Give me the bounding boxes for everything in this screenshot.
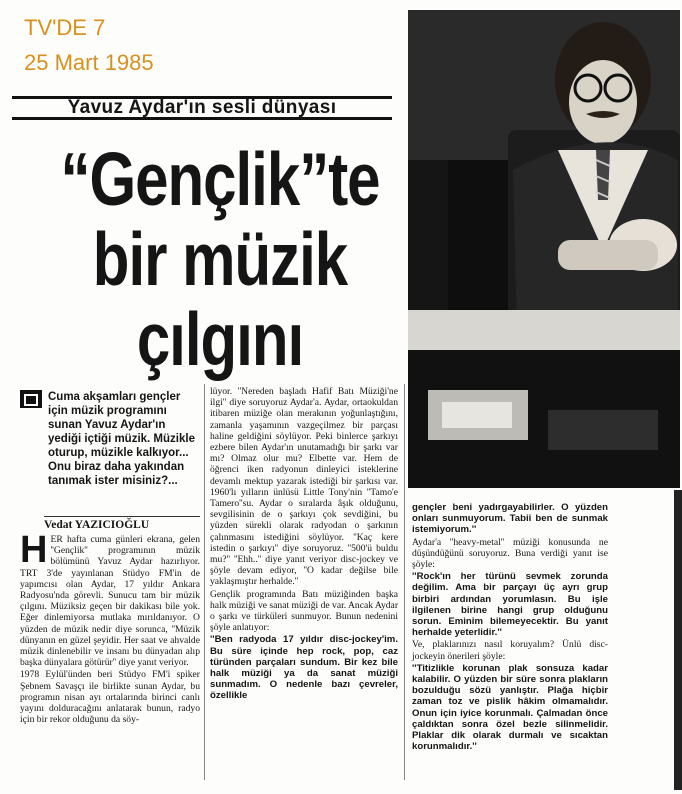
paragraph: Ve, plaklarınızı nasıl koruyalım? Ünlü disc-jockeyin önerileri şöyle:: [412, 639, 608, 662]
paragraph-text: ER hafta cuma günleri ekrana, gelen ''Gençlik'' programının müzik bölümünü Yavuz Aydar hazırlıyor. TRT 3'de yayınlanan Stüdyo FM'in de yapımcısı olan Aydar, 17 yıldır Ankara Radyosu'nda görevli. Sunucu tam bir müzik çılgını. Müziksiz geçen bir dakikası bile yok. Eğer dinlemiyorsa mutlaka mırıldanıyor. O yüzden de müzik nedir diye sorunca, ''Müzik dünyanın en güzel şeyidir. Her saat ve ahvalde müzik dinlenebilir ve insanı bu dünyadan alıp başka dünyalara götürür'' diye yanıt veriyor.: [20, 534, 200, 669]
headline-line: “Gençlik”te: [60, 137, 380, 222]
paragraph: 1978 Eylül'ünden beri Stüdyo FM'i spiker Şebnem Savaşçı ile birlikte sunan Aydar, bu programın nisan ayı ortalarında birinci canlı yayını dolduracağını anlatarak bunun, radyo için bir rekor olduğunu da söy-: [20, 669, 200, 726]
paragraph: lüyor. ''Nereden başladı Hafif Batı Müziği'ne ilgi'' diye soruyoruz Aydar'a. Aydar, ortaokuldan itibaren müziğe olan merakının yoğunlaştığını, zamanla yaşamının vazgeçilmez bir parçası haline geldiğini söylüyor. Peki binlerce şarkıyı ezbere bilen Aydar'ın unutamadığı bir şarkı var mı? Olmaz olur mu? Elbette var. Hem de öğrenci iken radyonun dinleyici isteklerine devamlı mektup yazarak istediği bir şarkısı var. 1960'lı yılların ünlüsü Little Tony'nin ''Tamo'e Tamero''su. Aydar o sıralarda âşık olduğunu, sevgilisinin de o şarkıyı çok sevdiğini, bu yüzden sürekli olarak radyodan o şarkının çalınmasını istediğini söylüyor. ''Kaç kere istedin o şarkıyı'' diye soruyoruz. ''500'ü buldu mu?'' ''Ehh..'' diye yanıt veriyor disc-jockey ve şöyle devam ediyor, ''O kadar değilse bile yaklaşmıştır herhalde.'': [210, 386, 398, 588]
paragraph: gençler beni yadırgayabilirler. O yüzden onları sunmuyorum. Tabii ben de sunmak istemiyorum.'': [412, 502, 608, 536]
paragraph: Aydar'a ''heavy-metal'' müziği konusunda ne düşündüğünü soruyoruz. Buna verdiği yanıt ise şöyle:: [412, 536, 608, 571]
date-caption: 25 Mart 1985: [24, 50, 154, 75]
channel-caption: TV'DE 7: [24, 15, 106, 40]
column-divider: [204, 384, 205, 780]
paragraph: ''Rock'ın her türünü sevmek zorunda değilim. Ama bir parçayı üç ayrı grup birbiri ardından yorumlasın. Bu işle ilgilenen birine hangi grup olduğunu sorun. Eminim bilemeyecektir. Bu yanıt herhalde yeterlidir.'': [412, 571, 608, 639]
headline-line: çılgını: [136, 297, 304, 382]
headline-line: bir müzik: [92, 217, 348, 302]
paragraph: ''Titizlikle korunan plak sonsuza kadar kalabilir. O yüzden bir süre sonra plakların bozulduğu sözü yanlıştır. Plağa hiçbir zaman toz ve pislik hâkim olmamalıdır. Onun için iyice korunmalı. Çalmadan önce çaldıktan sonra özel bezle silinmelidir. Plaklar dik olarak durmalı ve sıcaktan korunmalıdır.'': [412, 662, 608, 753]
portrait-photo: [408, 10, 680, 488]
headline: [40, 137, 400, 382]
article-column-3: [412, 502, 608, 753]
paragraph: [20, 529, 200, 669]
column-divider: [404, 384, 405, 780]
byline: Vedat YAZICIOĞLU: [44, 516, 200, 531]
drop-cap: H: [20, 529, 48, 571]
paragraph: ''Ben radyoda 17 yıldır disc-jockey'im. Bu süre içinde hep rock, pop, caz türünden parçaları sundum. Bir kez bile halk müziği ya da sanat müziği sunmadım. O nedenle bazı çevreler, özellikle: [210, 634, 398, 702]
portrait-image: [408, 10, 680, 488]
kicker-text: Yavuz Aydar'ın sesli dünyası: [67, 97, 337, 118]
kicker-banner: [12, 96, 392, 120]
article-column-1: [20, 529, 200, 726]
intro-text: Cuma akşamları gençler için müzik programını sunan Yavuz Aydar'ın yediği içtiği müzik. Müzikle oturup, müzikle kalkıyor... Onu biraz daha yakından tanımak ister misiniz?...: [48, 391, 195, 487]
paragraph: Gençlik programında Batı müziğinden başka halk müziği ve sanat müziği de var. Ancak Aydar o şarkı ve türküleri sunmuyor. Bunun nedenini şöyle anlatıyor:: [210, 588, 399, 634]
bullet-square-icon: [20, 390, 42, 408]
scan-edge: [674, 490, 682, 790]
article-column-2: [210, 386, 398, 703]
